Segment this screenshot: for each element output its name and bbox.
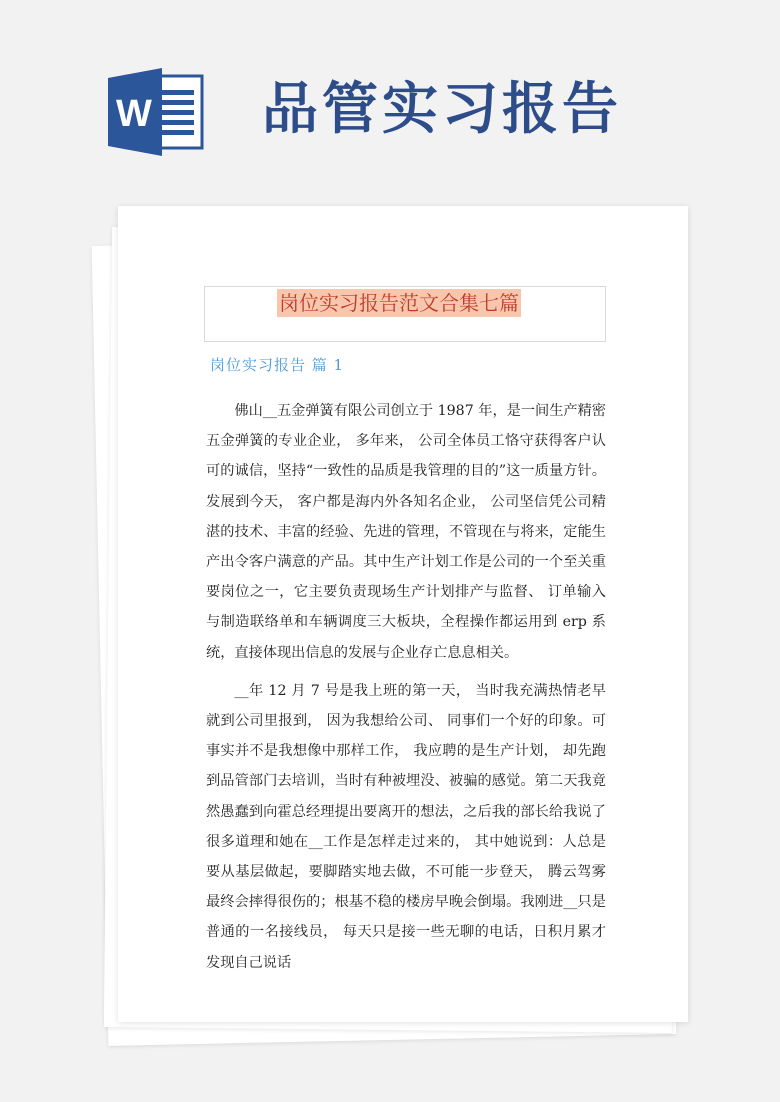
document-title-box: [204, 286, 606, 342]
paragraph: 佛山__五金弹簧有限公司创立于 1987 年，是一间生产精密五金弹簧的专业企业， 多年来， 公司全体员工恪守获得客户认可的诚信，坚持“一致性的品质是我管理的目的”这一质量方针。发展到今天， 客户都是海内外各知名企业， 公司坚信凭公司精湛的技术、丰富的经验、先进的管理，不管现在与将来，定能生产出令客户满意的产品。其中生产计划工作是公司的一个至关重要岗位之一，它主要负责现场生产计划排产与监督、 订单输入与制造联络单和车辆调度三大板块，全程操作都运用到 erp 系统，直接体现出信息的发展与企业存亡息息相关。: [206, 403, 606, 661]
page-title: 品管实习报告: [262, 77, 622, 142]
document-page: [118, 206, 688, 1022]
section-heading: 岗位实习报告 篇 1: [210, 356, 345, 374]
word-icon: [108, 68, 208, 156]
document-body: [206, 396, 606, 986]
header: [0, 0, 780, 200]
paragraph: __年 12 月 7 号是我上班的第一天， 当时我充满热情老早就到公司里报到， 因为我想给公司、 同事们一个好的印象。可事实并不是我想像中那样工作， 我应聘的是生产计划， 却先跑到品管部门去培训，当时有种被埋没、被骗的感觉。第二天我竟然愚蠢到向霍总经理提出要离开的想法，之后我的部长给我说了很多道理和她在__工作是怎样走过来的， 其中她说到：人总是要从基层做起，要脚踏实地去做，不可能一步登天， 腾云驾雾最终会摔得很伤的；根基不稳的楼房早晚会倒塌。我刚进__只是普通的一名接线员， 每天只是接一些无聊的电话，日积月累才发现自己说话: [206, 682, 606, 971]
document-title: 岗位实习报告范文合集七篇: [279, 291, 519, 315]
word-icon-letter: W: [116, 93, 152, 135]
